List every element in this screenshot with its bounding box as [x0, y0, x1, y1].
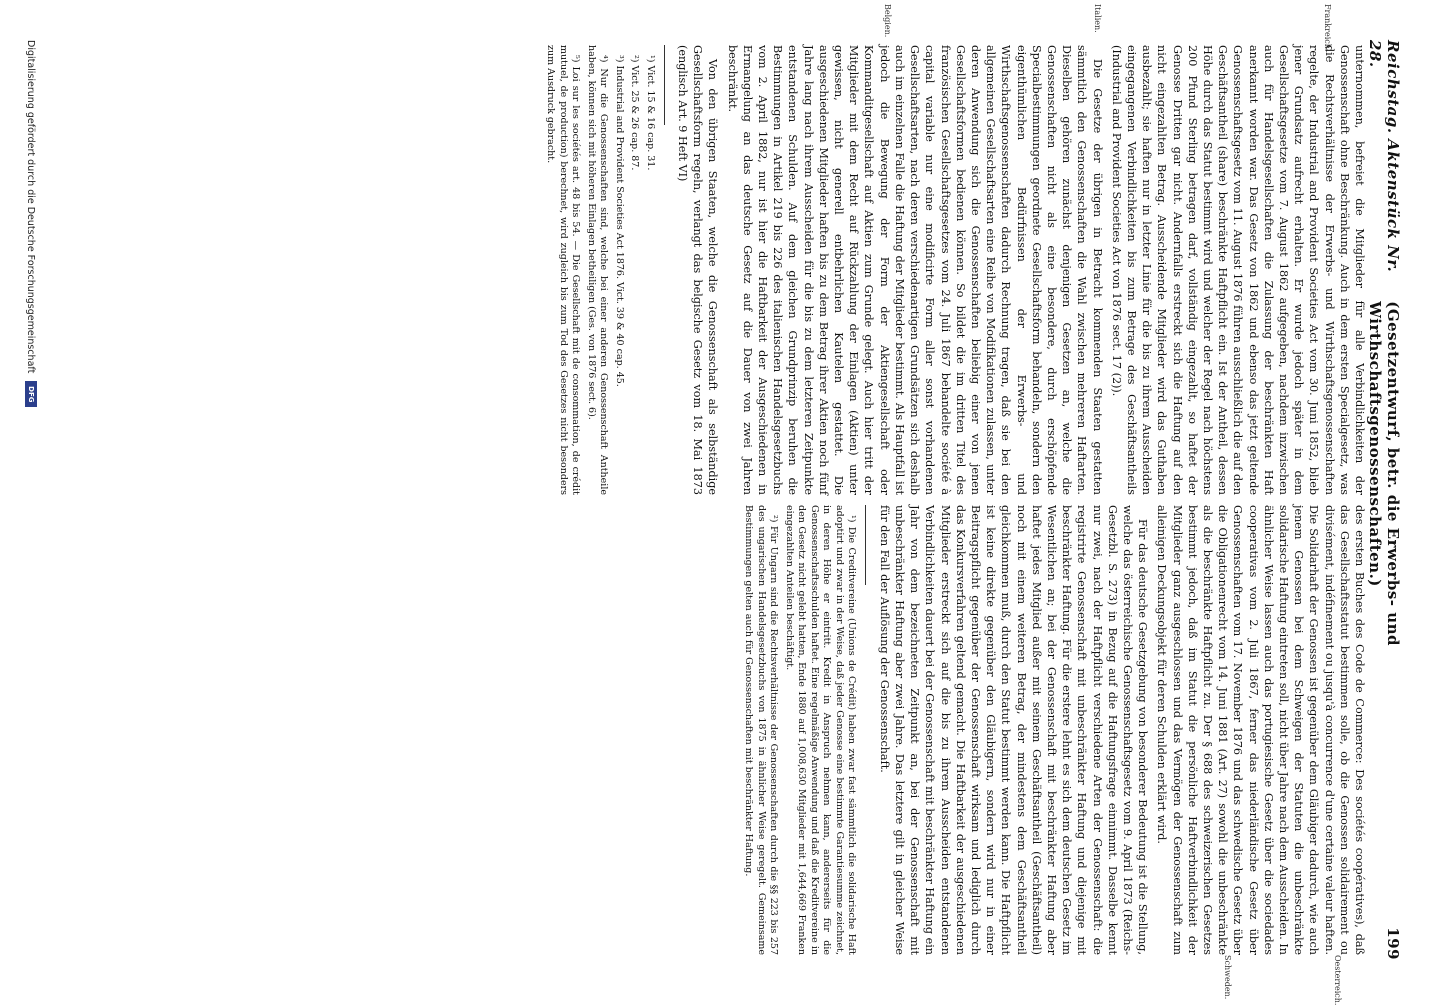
paragraph: Die Gesetze der übrigen in Betracht kommenden Staaten gestatten sämmtlich den Genossenschaften die Wahl zwischen mehreren Haftarten. Dieselben gehören zunächst denjenigen Gesetzen an, welche die Genossenschaften nicht als eine besondere, durch erschöpfende Specialbestimmungen geordnete Gesellschaftsform behandeln, sondern den eigenthümlichen Bedürfnissen der Erwerbs- und Wirthschaftsgenossenschaften dadurch Rechnung tragen, daß sie bei den allgemeinen Gesellschaftsarten eine Reihe von Modifikationen zulassen, unter deren Anwendung sich die Genossenschaften beliebig einer von jenen Gesellschaftsformen bedienen können. So bildet die im dritten Titel des französischen Gesellschaftsgesetzes vom 24. Juli 1867 behandelte société à capital variable nur eine modificirte Form aller sonst vorhandenen Gesellschaftsarten, nach deren verschiedenartigen Grundsätzen sich deshalb auch im einzelnen Falle die Haftung der Mitglieder bestimmt. Als Hauptfall ist jedoch die Bewegung der Form der Aktiengesellschaft oder Kommanditgesellschaft auf Aktien zum Grunde gelegt. Auch hier tritt der Mitglieder mit dem Recht auf Rückzahlung der Einlagen (Aktien) unter gewissen, nicht generell entbehrlichen Kautelen gestattet. Die ausgeschiedenen Mitglieder haften bis zu dem Betrag ihrer Aktien noch fünf Jahre lang nach ihrem Ausscheiden für die bis zu dem letzteren Zeitpunkte entstandenen Schulden. Auf dem gleichen Grundprinzip beruhen die Bestimmungen in Artikel 219 bis 226 des italienischen Handelsgesetzbuchs vom 2. April 1882, nur ist hier die Haftbarkeit der Ausgeschiedenen in Ermangelung an das deutsche Gesetz auf die Dauer von zwei Jahren beschränkt.	[725, 45, 1104, 495]
footnote: ²) Vict. 25 & 26 cap. 87.	[629, 55, 641, 171]
footnote: ²) Für Ungarn sind die Rechtsverhältnisse der Genossenschaften durch die §§ 223 bis 257 des ungarischen Handelsgesetzbuchs von 1875 in ähnlicher Weise geregelt. Gemeinsame Bestimmungen gelten auch für Genossenschaften mit beschränkter Haftung.	[743, 505, 780, 955]
margin-note: Schweden.	[1223, 955, 1232, 1000]
digitization-credit	[25, 40, 37, 960]
paragraph: unternommen, befreiet die Mitglieder für alle Verbindlichkeiten der Genossenschaft ohne Beschränkung. Auch in dem ersten Specialgesetz, was die Rechtsverhältnisse der Erwerbs- und Wirthschaftsgenossenschaften regelte, der Industrial and Provident Societies Act vom 30. Juni 1852, blieb jener Grundsatz aufrecht erhalten. Er wurde jedoch später in dem Gesellschaftsgesetze vom 7. August 1862 aufgegeben, nachdem inzwischen auch für Handelsgesellschaften die Zulassung der beschränkten Haft anerkannt worden war. Das Gesetz von 1862 und ebenso das jetzt geltende Genossenschaftsgesetz vom 11. August 1876 führen ausschließlich die auf den Geschäftsantheil (share) beschränkte Haftpflicht ein. Ist der Antheil, dessen Höhe durch das Statut bestimmt wird und welcher der Regel nach höchstens 200 Pfund Sterling betragen darf, vollständig eingezahlt, so haftet der Genosse Dritten gar nicht. Andernfalls erstreckt sich die Haftung auf den nicht eingezahlten Betrag. Ausscheidende Mitglieder wird das Guthaben ausbezahlt; sie haften nur in letzter Linie für die bis zu ihrem Ausscheiden eingegangenen Verbindlichkeiten bis zum Betrage des Geschäftsantheils (Industrial and Provident Societies Act von 1876 sect. 17 (2)).	[1109, 45, 1366, 495]
footnote: ⁴) Nur die Genossenschaften sind, welche bei einer anderen Genossenschaft Antheile haben, können sich mit höheren Einlagen betheiligen (Ges. von 1876 sect. 6).	[585, 45, 610, 495]
footnote: ¹) Vict. 15 & 16 cap. 31.	[644, 55, 656, 171]
margin-note: Belgien.	[883, 4, 892, 38]
margin-note: Frankreich.	[1323, 4, 1332, 52]
margin-note: Oesterreich.	[1333, 955, 1342, 1005]
left-column	[541, 45, 1367, 495]
right-column	[739, 505, 1367, 955]
footnote: ⁵) Loi sur les sociétés art. 48 bis 54. — Die Gesellschaft mit de consommation, de crédit mutuel, de production) berechnet, wird zugleich bis zum Tod des Gesetzes nicht besonders zum Ausdruck gebracht.	[545, 45, 582, 495]
page-title: Reichstag. Aktenstück Nr. 28.	[1366, 40, 1402, 273]
dfg-logo: DFG	[25, 381, 37, 407]
footnote: ¹) Die Creditvereine (Unions de Crédit) haben zwar fast sämmtlich die solidarische Haft adoptirt und zwar in der Weise, daß jeder Genosse eine bestimmte Garantiesumme zeichnet, in deren Höhe er eintritt. Kredit in Anspruch nehmen kann, andererseits für die Genossenschaftsschulden haftet. Eine regelmäßige Anwendung und daß die Kreditvereine in den Gesetz nicht gelebt hatten, Ende 1880 auf 1,008,630 Mitglieder mit 1,644,669 Franken eingezahlten Anteilen beschäftigt.	[784, 505, 858, 955]
paragraph: Von den übrigen Staaten, welche die Genossenschaft als selbständige Gesellschaftsform regeln, verlangt das belgische Gesetz vom 18. Mai 1873 (englisch Art. 9 Heft VI)	[676, 45, 720, 495]
paragraph: des ersten Buches des Code de Commerce: Des sociétés coopératives), daß das Gesellschaftsstatut bestimmen solle, ob die Genossen solidairement ou divisément, indéfinement ou jusqu'à concurrence d'une certaine valeur haften. Die Solidarhaft der Genossen ist gegenüber dem Gläubiger dadurch, wie auch jenem Genossen bei dem Schweigen der Statuten die unbeschränkte solidarische Haftung eintreten soll, nicht über Jahre nach dem Ausscheiden. In ähnlicher Weise lassen auch das portugiesische Gesetz über die sociedades cooperativas vom 2. Juli 1867, ferner das niederländische Gesetz über Genossenschaften vom 17. November 1876 und das schwedische Gesetz über die Obligationenrecht vom 14. Juni 1881 (Art. 27) sowohl die unbeschränkte als die beschränkte Haftpflicht zu. Der § 688 des schweizerischen Gesetzes bestimmt jedoch, daß im Statut die persönliche Haftverbindlichkeit der Mitglieder ganz ausgeschlossen und das Vermögen der Genossenschaft zum alleinigen Deckungsobjekt für deren Schulden erklärt wird.	[1155, 505, 1366, 955]
page-header	[1366, 40, 1402, 960]
footnote-divider	[664, 45, 665, 125]
credit-text: Digitalisierung gefördert durch die Deutsche Forschungsgemeinschaft	[25, 40, 37, 374]
paragraph: Für das deutsche Gesetzgebung von besonderer Bedeutung ist die Stellung, welche das österreichische Genossenschaftsgesetz vom 9. April 1873 (Reichs-Gesetzbl. S. 273) in Bezug auf die Haftungsfrage einnimmt. Dasselbe kennt nur zwei, nach der Haftpflicht verschiedene Arten der Genossenschaft: die registrirte Genossenschaft mit unbeschränkter Haftung und diejenige mit beschränkter Haftung. Für die erstere lehnt es sich dem deutschen Gesetz im Wesentlichen an; bei der Genossenschaft mit beschränkter Haftung aber haftet jedes Mitglied außer mit seinem Geschäftsantheil (Geschäftsantheil) noch mit einem weiteren Betrag, der mindestens dem Geschäftsantheil gleichkommen muß, durch den Statut bestimmt werden kann. Die Haftpflicht ist keine direkte gegenüber den Gläubigern, sondern wird nur in einer Beitragspflicht gegenüber der Genossenschaft wirksam und lediglich durch das Konkursverfahren geltend gemacht. Die Haftbarkeit der ausgeschiedenen Mitglieder erstreckt sich auf die bis zu ihrem Ausscheiden entstandenen Verbindlichkeiten dauert bei der Genossenschaft mit beschränkter Haftung ein Jahr von dem bezeichneten Zeitpunkt an, bei der Genossenschaft mit unbeschränkter Haftung aber zwei Jahre. Das letztere gilt in gleicher Weise für den Fall der Auflösung der Genossenschaft.	[877, 505, 1150, 956]
footnote-divider	[866, 505, 867, 585]
footnote: ³) Industrial and Provident Societies Act 1876. Vict. 39 & 40 cap. 45.	[613, 55, 625, 387]
page-subtitle: (Gesetzentwurf, betr. die Erwerbs- und Wirthschaftsgenossenschaften.)	[1366, 301, 1402, 647]
page-number: 199	[1384, 927, 1402, 960]
margin-note: Italien.	[1093, 4, 1102, 33]
